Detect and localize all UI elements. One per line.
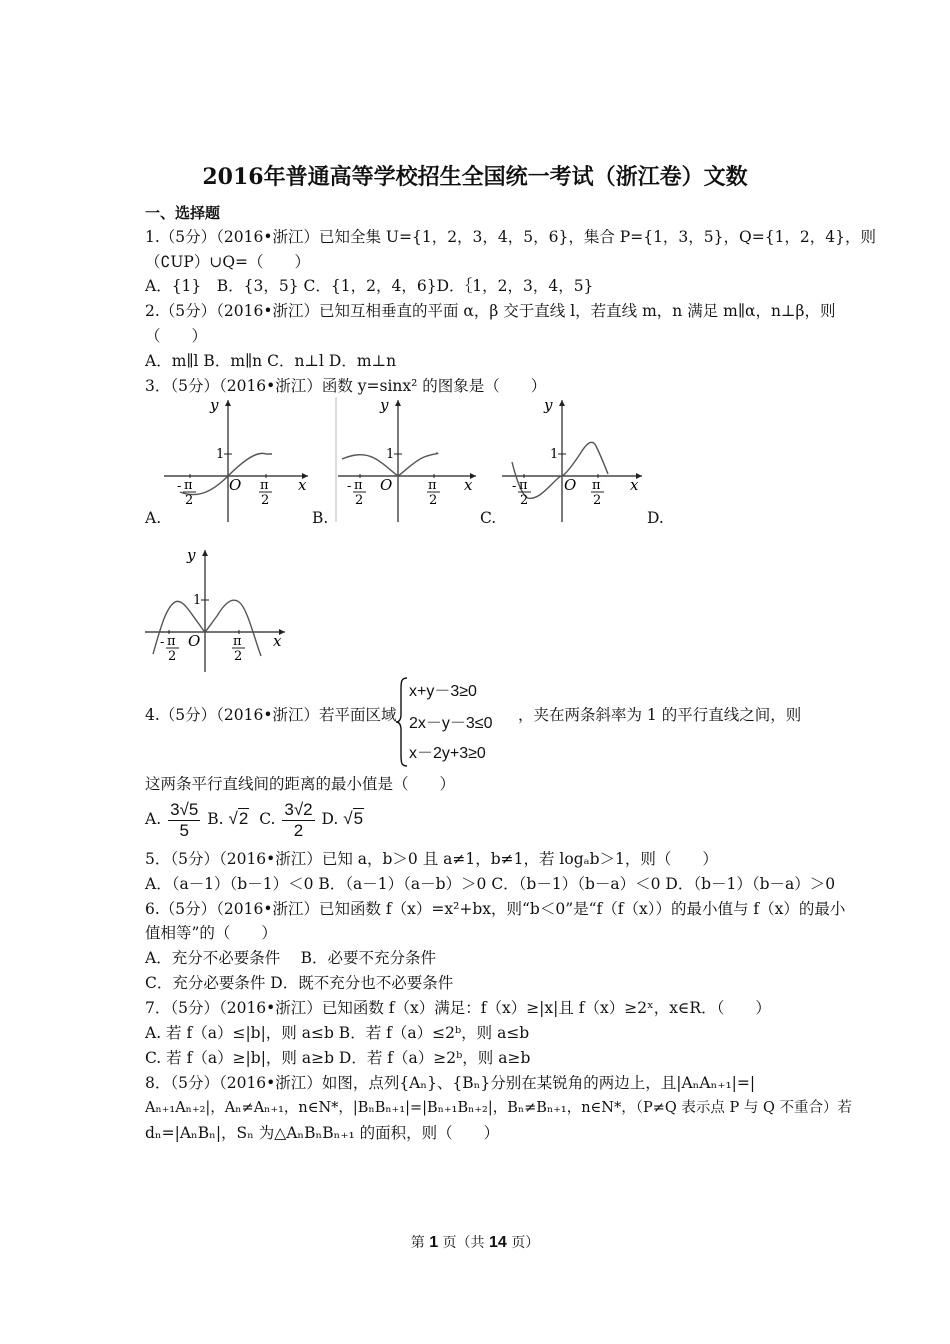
footer-text: 页） [506,1235,540,1251]
q4-stem-cont: 这两条平行直线间的距离的最小值是（ ） [145,775,456,793]
tick-minus: - [177,479,182,494]
inequality-1: x+y－3≥0 [409,683,477,700]
tick-minus: - [512,479,517,494]
q1-stem: 1.（5分）（2016•浙江）已知全集 U={1，2，3，4，5，6}，集合 P={1，3，5}，Q={1，2，4}，则 [145,228,877,246]
tick-pi: π [233,634,242,649]
inequality-system [395,676,515,768]
origin-label: O [564,476,577,494]
tick-pi: π [592,478,601,493]
q1-stem-cont: （∁UP）∪Q=（ ） [145,253,311,271]
tick-pi: π [184,478,193,493]
radicand: 2 [238,809,249,828]
q4-stem-prefix: 4.（5分）（2016•浙江）若平面区域 [145,706,397,724]
tick-two: 2 [261,493,270,508]
graph-c-label: C. [480,509,497,527]
footer-text: 第 [410,1235,430,1251]
tick-minus: - [160,635,165,650]
origin-label: O [380,476,393,494]
footer-text: 页（共 [438,1235,489,1251]
tick-two: 2 [429,493,438,508]
q2-stem-cont: （ ） [145,327,208,345]
tick-pi: π [167,634,176,649]
graph-c [500,396,648,524]
fraction-numerator: 3√5 [170,799,199,819]
q4-options [145,798,364,840]
q8-stem: 8．（5分）（2016•浙江）如图，点列{Aₙ}、{Bₙ}分别在某锐角的两边上，且|AₙAₙ₊₁|=| [145,1074,756,1092]
q7-options-ab: A. 若 f（a）≤|b|，则 a≤b B．若 f（a）≤2ᵇ，则 a≤b [145,1024,530,1042]
section-heading: 一、选择题 [145,204,221,222]
graph-a [162,396,312,524]
graph-b [334,396,482,524]
tick-two: 2 [355,493,364,508]
tick-minus: - [347,479,352,494]
q4-option-b-label: B. [207,810,224,828]
graph-a-label: A. [145,509,162,527]
q2-options: A．m∥l B．m∥n C．n⊥l D．m⊥n [145,352,397,370]
q4-option-d-radical: √5 [343,809,364,828]
inequality-2: 2x－y－3≤0 [409,715,493,732]
axis-y-label: y [210,396,219,414]
q4-option-a-label: A. [145,810,162,828]
tick-pi: π [260,478,269,493]
axis-x-label: x [273,632,282,650]
tick-two: 2 [185,493,194,508]
q6-options-cd: C．充分必要条件 D．既不充分也不必要条件 [145,974,454,992]
q4-option-c-label: C. [259,810,276,828]
origin-label: O [188,632,201,650]
axis-x-label: x [298,476,307,494]
brace-icon [395,676,409,768]
fraction-denominator: 2 [293,820,304,840]
tick-one: 1 [193,593,202,608]
tick-pi: π [428,478,437,493]
radicand: 5 [353,809,364,828]
tick-pi: π [519,478,528,493]
tick-two: 2 [234,649,243,664]
q1-options: A．{1} B．{3，5} C．{1，2，4，6}D．｛1，2，3，4，5} [145,277,594,295]
axis-y-label: y [380,396,389,414]
q7-stem: 7．（5分）（2016•浙江）已知函数 f（x）满足：f（x）≥|x|且 f（x）≥2ˣ，x∈R．（ ） [145,999,771,1017]
page-footer [0,1232,950,1252]
origin-label: O [229,476,242,494]
q7-options-cd: C. 若 f（a）≥|b|，则 a≥b D．若 f（a）≥2ᵇ，则 a≥b [145,1049,531,1067]
q6-options-ab: A．充分不必要条件 B．必要不充分条件 [145,949,437,967]
axis-x-label: x [630,476,639,494]
tick-two: 2 [520,493,529,508]
q4-option-c-fraction [282,800,314,841]
tick-pi: π [354,478,363,493]
tick-two: 2 [168,649,177,664]
axis-y-label: y [544,396,553,414]
q4-option-b-radical: √2 [228,809,249,828]
tick-two: 2 [593,493,602,508]
axis-x-label: x [464,476,473,494]
q6-stem-cont: 值相等”的（ ） [145,924,277,942]
fraction-denominator: 5 [179,820,189,840]
page-total: 14 [489,1234,507,1251]
fraction-numerator: 3√2 [284,799,313,819]
graph-d [143,544,291,674]
page-title: 2016年普通高等学校招生全国统一考试（浙江卷）文数 [202,164,748,190]
graph-d-label: D. [647,509,664,527]
tick-one: 1 [386,447,395,462]
axis-y-label: y [187,546,196,564]
page-number: 1 [429,1234,439,1251]
q6-stem: 6.（5分）（2016•浙江）已知函数 f（x）=x²+bx，则“b＜0”是“f（f（x））的最小值与 f（x）的最小 [145,900,846,918]
q3-stem: 3．（5分）（2016•浙江）函数 y=sinx² 的图象是（ ） [145,377,547,395]
tick-one: 1 [216,447,225,462]
inequality-3: x－2y+3≥0 [409,745,486,762]
q5-stem: 5．（5分）（2016•浙江）已知 a，b＞0 且 a≠1，b≠1，若 logₐb＞1，则（ ） [145,850,718,868]
q8-stem-cont-2: dₙ=|AₙBₙ|，Sₙ 为△AₙBₙBₙ₊₁ 的面积，则（ ） [145,1124,500,1142]
graph-b-label: B. [312,509,329,527]
q2-stem: 2.（5分）（2016•浙江）已知互相垂直的平面 α，β 交于直线 l，若直线 m，n 满足 m∥α，n⊥β，则 [145,302,836,320]
q4-option-a-fraction [168,800,200,841]
q5-options: A．（a－1）（b－1）＜0 B．（a－1）（a－b）＞0 C．（b－1）（b－a）＜0 D．（b－1）（b－a）＞0 [145,875,836,893]
q8-stem-cont: Aₙ₊₁Aₙ₊₂|，Aₙ≠Aₙ₊₁，n∈N*，|BₙBₙ₊₁|=|Bₙ₊₁Bₙ₊₂|，Bₙ≠Bₙ₊₁，n∈N*，（P≠Q 表示点 P 与 Q 不重合）若 [145,1100,852,1116]
q4-stem-suffix: ，夹在两条斜率为 1 的平行直线之间，则 [518,706,802,724]
tick-one: 1 [550,447,559,462]
q4-option-d-label: D. [321,810,339,828]
